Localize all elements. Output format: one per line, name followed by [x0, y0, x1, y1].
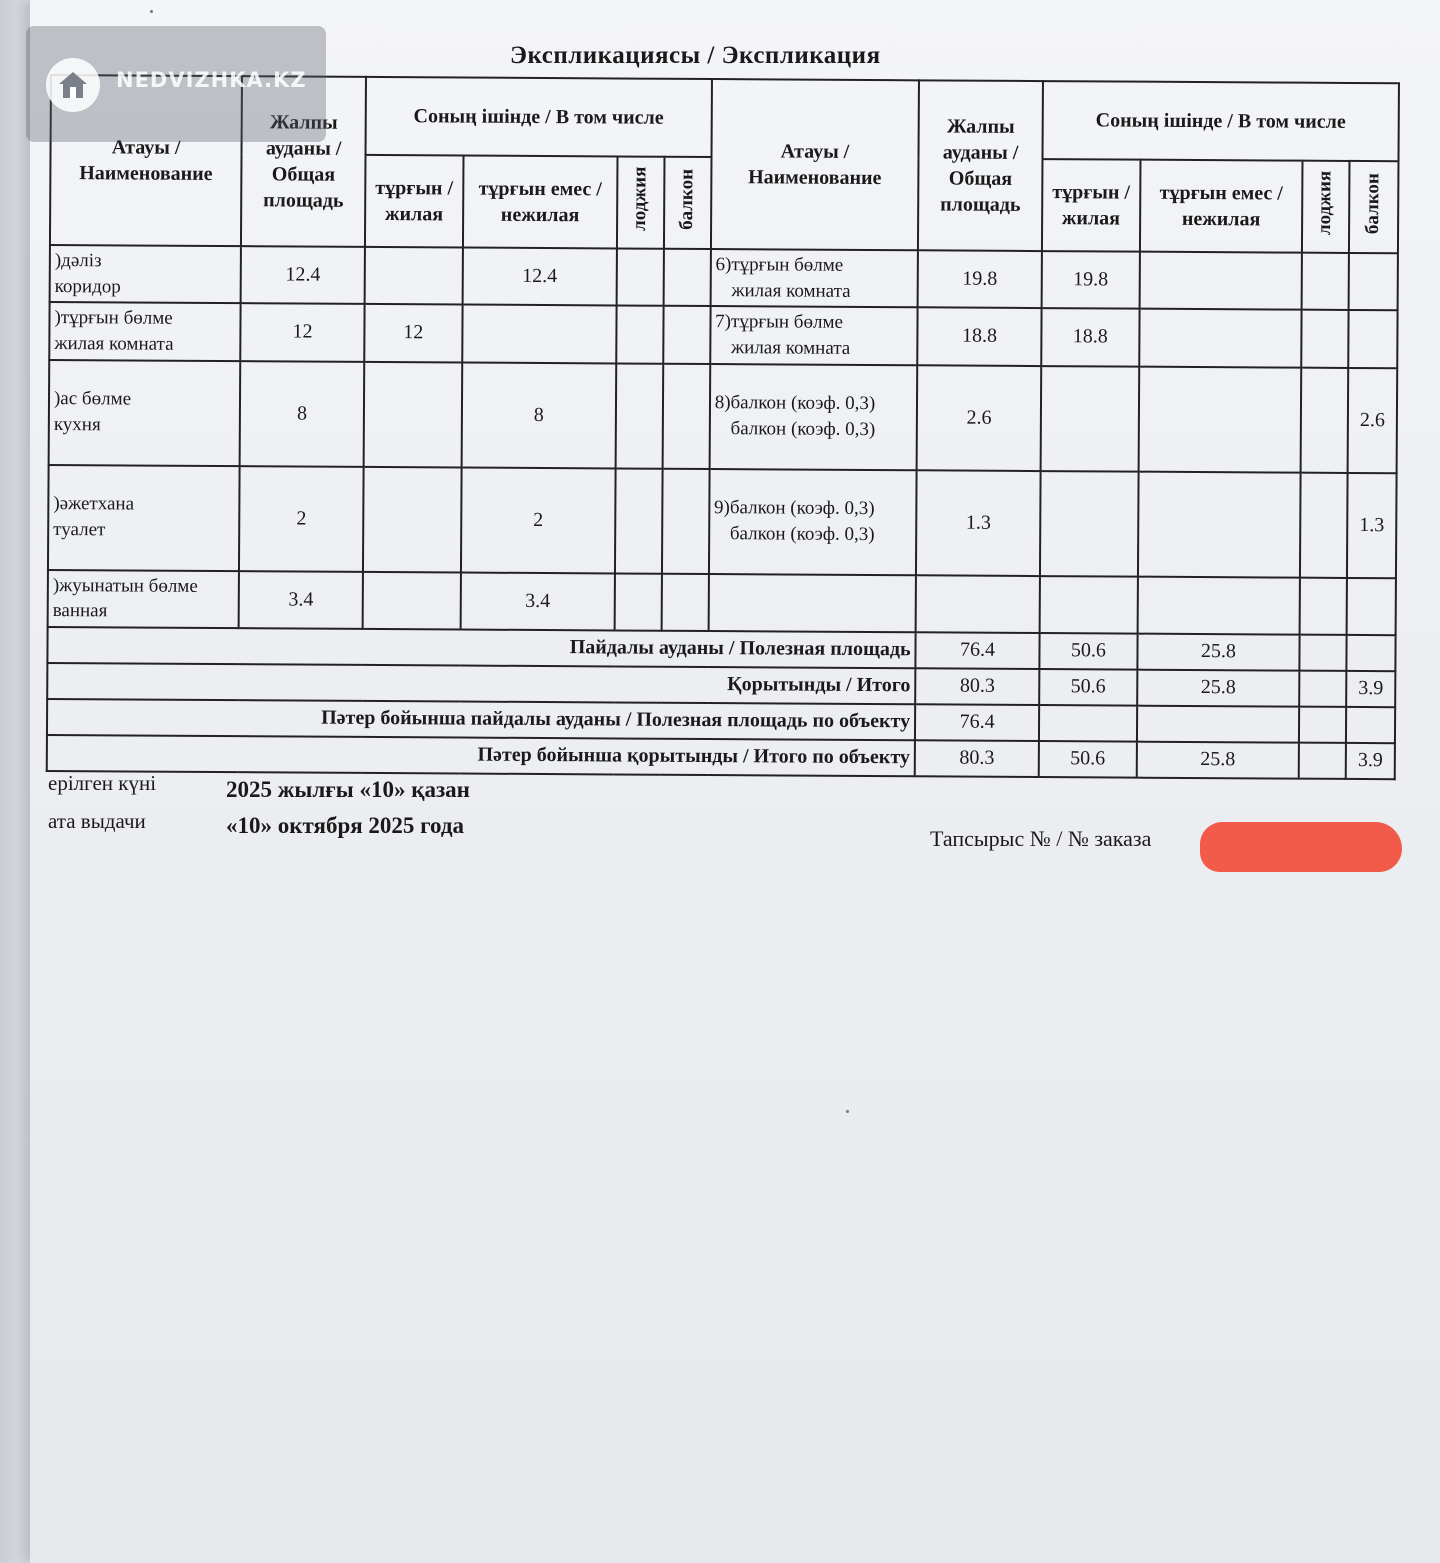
room-loggia [1301, 367, 1348, 472]
header-name-right: Атауы / Наименование [711, 79, 919, 250]
room-name-kz: 8)балкон (коэф. 0,3) [714, 392, 876, 415]
total-balcony [1346, 707, 1395, 743]
room-name-kz: )дәліз [54, 250, 102, 272]
room-name-cell [708, 574, 916, 633]
room-nonliving [1138, 366, 1301, 472]
room-balcony [664, 249, 711, 307]
room-loggia [1302, 253, 1349, 311]
header-including-left: Соның ішінде / В том числе [366, 77, 712, 157]
room-balcony: 2.6 [1348, 367, 1398, 472]
room-total: 18.8 [917, 308, 1041, 366]
redaction-mark [1200, 822, 1402, 872]
total-nonliving: 25.8 [1137, 633, 1300, 670]
table-row [49, 360, 1398, 473]
header-total-left: Жалпы ауданы / Общая площадь [241, 76, 366, 247]
total-label: Пайдалы ауданы / Полезная площадь [47, 627, 915, 668]
room-living [365, 247, 463, 305]
room-name-ru: коридор [54, 275, 121, 298]
paper-edge [0, 0, 30, 1563]
room-total: 19.8 [918, 250, 1042, 308]
room-total [916, 575, 1040, 633]
header-living-right: тұрғын / жилая [1042, 159, 1140, 252]
room-living: 12 [364, 304, 462, 362]
total-label: Пәтер бойынша пайдалы ауданы / Полезная площадь по объекту [47, 699, 915, 740]
issue-date-label-kz: ерілген күні [48, 771, 157, 795]
room-total: 8 [240, 361, 365, 467]
total-living: 50.6 [1039, 633, 1137, 670]
room-living [1040, 576, 1138, 634]
room-name-kz: )жуынатын бөлме [52, 574, 198, 597]
table-row [49, 302, 1397, 368]
room-name-kz: 6)тұрғын бөлме [715, 254, 844, 276]
explication-table-wrap [46, 74, 1402, 780]
room-name-cell [49, 360, 241, 466]
room-name-kz [714, 602, 911, 603]
room-nonliving: 2 [461, 467, 616, 573]
room-name-kz: 7)тұрғын бөлме [715, 311, 843, 334]
header-name-left: Атауы / Наименование [50, 75, 242, 246]
explication-table [46, 74, 1400, 780]
room-balcony [1349, 253, 1398, 311]
room-balcony [663, 306, 710, 364]
room-name-kz: )әжетхана [53, 493, 135, 515]
room-name-cell [709, 364, 917, 470]
room-name-kz: )ас бөлме [53, 388, 132, 410]
room-nonliving: 12.4 [462, 248, 617, 306]
room-name-kz: 9)балкон (коэф. 0,3) [714, 497, 875, 520]
room-name-ru: балкон (коэф. 0,3) [729, 523, 875, 546]
total-area: 76.4 [915, 704, 1039, 741]
issue-date-ru: «10» октября 2025 года [226, 813, 465, 838]
header-total-right: Жалпы ауданы / Общая площадь [918, 80, 1043, 251]
total-balcony: 3.9 [1346, 743, 1395, 779]
header-including-right: Соның ішінде / В том числе [1043, 81, 1399, 161]
total-loggia [1300, 634, 1347, 670]
room-total: 12 [240, 303, 364, 361]
room-total: 2 [239, 466, 364, 572]
room-name-ru: жилая комната [54, 332, 174, 355]
header-nonliving-left: тұрғын емес / нежилая [463, 156, 618, 249]
header-loggia-left-text: лоджия [629, 166, 651, 232]
room-total: 1.3 [916, 470, 1041, 576]
header-balcony-left-text: балкон [676, 168, 698, 230]
room-name-ru: туалет [53, 519, 106, 541]
paper-speck [150, 10, 153, 13]
total-label: Қорытынды / Итого [47, 663, 915, 704]
issue-date-label-ru: ата выдачи [48, 809, 146, 833]
header-nonliving-right: тұрғын емес / нежилая [1140, 160, 1303, 253]
room-balcony [662, 573, 709, 631]
total-loggia [1299, 706, 1346, 742]
room-loggia [616, 306, 663, 364]
room-name-ru: балкон (коэф. 0,3) [730, 418, 876, 441]
room-name-cell [48, 570, 239, 628]
total-balcony [1346, 635, 1395, 671]
room-nonliving [1137, 576, 1300, 634]
total-area: 80.3 [915, 668, 1039, 705]
issue-date-values [226, 772, 470, 844]
total-label: Пәтер бойынша қорытынды / Итого по объекту [47, 735, 915, 776]
room-name-ru [714, 602, 911, 603]
room-nonliving [462, 305, 617, 363]
document-title: Экспликациясы / Экспликация [510, 42, 881, 69]
room-living [1040, 471, 1138, 577]
room-name-ru: жилая комната [730, 337, 851, 359]
room-nonliving [1139, 252, 1302, 310]
room-living [363, 571, 461, 629]
room-name-kz: )тұрғын бөлме [54, 307, 173, 330]
room-name-cell [710, 249, 918, 308]
room-loggia [617, 248, 664, 306]
total-area: 76.4 [915, 632, 1039, 669]
total-nonliving [1137, 705, 1300, 742]
room-name-cell [48, 465, 240, 571]
room-living: 19.8 [1042, 251, 1140, 309]
header-loggia-left [617, 156, 664, 248]
room-nonliving: 3.4 [460, 572, 615, 630]
room-balcony [663, 363, 710, 468]
total-nonliving: 25.8 [1137, 669, 1300, 706]
room-loggia [1300, 472, 1347, 577]
house-icon [46, 58, 100, 112]
header-loggia-right-text: лоджия [1314, 171, 1336, 236]
total-nonliving: 25.8 [1136, 741, 1299, 778]
table-row [48, 570, 1396, 636]
issue-date-kz: 2025 жылғы «10» қазан [226, 777, 470, 802]
room-living [1041, 366, 1139, 472]
issue-date-labels [48, 764, 156, 840]
room-total: 3.4 [239, 571, 363, 629]
total-living: 50.6 [1039, 741, 1137, 778]
room-balcony: 1.3 [1347, 472, 1397, 577]
header-balcony-right [1349, 161, 1399, 253]
total-loggia [1299, 742, 1346, 778]
table-row [50, 245, 1398, 311]
total-area: 80.3 [915, 740, 1039, 777]
room-loggia [1302, 310, 1349, 368]
room-name-ru: кухня [53, 414, 101, 436]
room-name-ru: ванная [52, 600, 108, 622]
room-name-cell [709, 469, 917, 575]
room-total: 2.6 [917, 365, 1042, 471]
room-loggia [1300, 577, 1347, 635]
room-balcony [1348, 310, 1397, 368]
header-living-left: тұрғын / жилая [365, 155, 463, 248]
total-living: 50.6 [1039, 669, 1137, 706]
table-row [48, 465, 1397, 578]
total-balcony: 3.9 [1346, 671, 1395, 707]
room-balcony [662, 468, 709, 573]
room-name-ru: жилая комната [731, 279, 851, 302]
paper-speck [846, 1110, 849, 1113]
header-loggia-right [1302, 161, 1349, 253]
header-balcony-right-text: балкон [1362, 173, 1384, 235]
room-balcony [1347, 577, 1396, 635]
header-balcony-left [664, 157, 711, 249]
total-living [1039, 705, 1137, 742]
total-loggia [1299, 670, 1346, 706]
room-nonliving [1138, 471, 1301, 577]
room-nonliving [1139, 309, 1302, 367]
order-number-label: Тапсырыс № / № заказа [930, 826, 1152, 851]
room-loggia [615, 573, 662, 631]
room-living [363, 466, 461, 572]
room-nonliving: 8 [461, 362, 616, 468]
room-total: 12.4 [241, 246, 365, 304]
room-loggia [615, 468, 662, 573]
room-living: 18.8 [1041, 308, 1139, 366]
room-name-cell [710, 306, 918, 365]
room-name-cell [49, 302, 240, 360]
room-name-cell [50, 245, 241, 303]
room-living [364, 361, 462, 467]
watermark [26, 26, 326, 142]
watermark-brand: NEDVIZHKA.KZ [116, 68, 307, 92]
room-loggia [616, 363, 663, 468]
